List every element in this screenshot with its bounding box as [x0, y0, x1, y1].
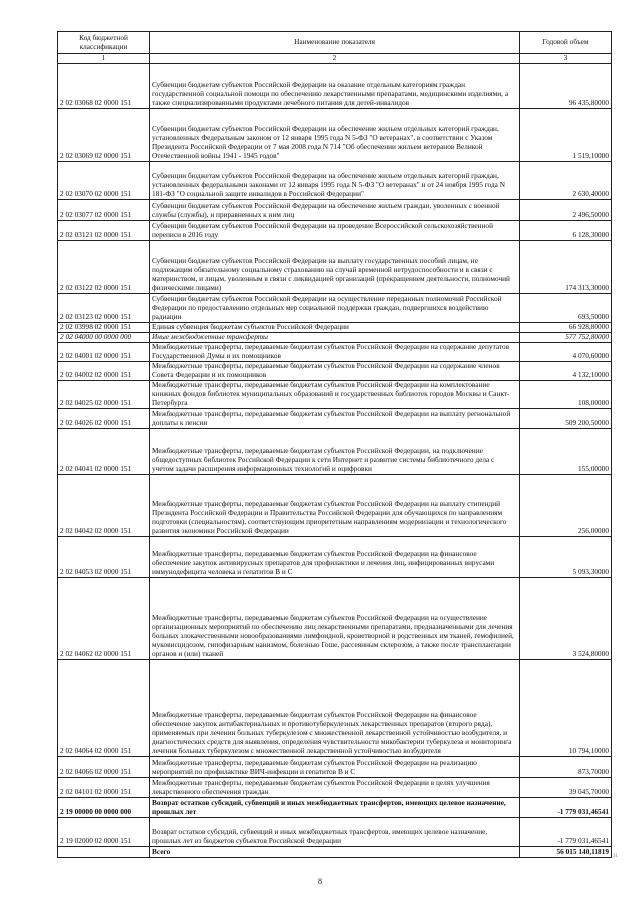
row-name: Межбюджетные трансферты, передаваемые бюджетам субъектов Российской Федерации на реализацию мероприятий по профилактике ВИЧ-инфекции и гепатитов B и C — [150, 756, 520, 777]
table-row — [58, 846, 612, 857]
row-code: 2 02 03069 02 0000 151 — [58, 108, 150, 161]
header-name: Наименование показателя — [150, 32, 520, 54]
row-code: 2 02 04064 02 0000 151 — [58, 659, 150, 756]
row-code: 2 02 03123 02 0000 151 — [58, 293, 150, 322]
column-number-2: 2 — [150, 54, 520, 64]
row-name: Межбюджетные трансферты, передаваемые бюджетам субъектов Российской Федерации на содержание депутатов Государственной Думы и их помощников — [150, 342, 520, 361]
row-value: -1 779 031,46541 — [520, 817, 612, 846]
row-value: 174 313,30000 — [520, 240, 612, 293]
row-name: Межбюджетные трансферты, передаваемые бюджетам субъектов Российской Федерации на комплектование книжных фондов библиотек муниципальных образований и государственных библиотек городов Москвы и Санкт-Петербурга — [150, 380, 520, 408]
table-row — [58, 161, 612, 199]
row-name: Единая субвенция бюджетам субъектов Российской Федерации — [150, 322, 520, 332]
row-code: 2 02 04066 02 0000 151 — [58, 756, 150, 777]
row-value: 96 435,80000 — [520, 63, 612, 108]
row-value: 577 752,80000 — [520, 332, 612, 342]
table-row — [58, 220, 612, 240]
row-name: Субвенции бюджетам субъектов Российской Федерации на оказание отдельным категориям граждан государственной социальной помощи по обеспечению лекарственными препаратами, медицинскими изделиями, а также специализированными продуктами лечебного питания для детей-инвалидов — [150, 63, 520, 108]
row-value: 1 519,10000 — [520, 108, 612, 161]
row-name: Субвенции бюджетам субъектов Российской Федерации на выплату государственных пособий лицам, не подлежащим обязательному социальному страхованию на случай временной нетрудоспособности и в связи с материнством, и лицам, уволенным в связи с ликвидацией организаций (прекращением деятельности, полномочий физическими лицами) — [150, 240, 520, 293]
row-value: 3 524,80000 — [520, 577, 612, 659]
table-row — [58, 322, 612, 332]
table-row — [58, 797, 612, 817]
row-code: 2 02 04002 02 0000 151 — [58, 361, 150, 380]
column-number-row — [58, 54, 612, 64]
row-value: 4 132,10000 — [520, 361, 612, 380]
table-row — [58, 577, 612, 659]
table-row — [58, 536, 612, 577]
page-number: 8 — [318, 877, 322, 886]
row-value: 2 630,40000 — [520, 161, 612, 199]
row-code: 2 02 03077 02 0000 151 — [58, 199, 150, 220]
corner-mark: 31 — [613, 854, 618, 859]
table-row — [58, 659, 612, 756]
row-name: Межбюджетные трансферты, передаваемые бюджетам субъектов Российской Федерации на выплату стипендий Президента Российской Федерации и Правительства Российской Федерации для обучающихся по направлениям подготовки (специальностям), соответствующим приоритетным направлениям модернизации и технологического развития экономики Российской Федерации — [150, 474, 520, 536]
row-code: 2 02 04101 02 0000 151 — [58, 777, 150, 797]
row-value: 39 045,70000 — [520, 777, 612, 797]
row-value: 56 015 140,11819 — [520, 846, 612, 857]
row-name: Возврат остатков субсидий, субвенций и иных межбюджетных трансфертов, имеющих целевое назначение, прошлых лет из бюджетов субъектов Российской Федерации — [150, 817, 520, 846]
row-value: 256,00000 — [520, 474, 612, 536]
row-name: Межбюджетные трансферты, передаваемые бюджетам субъектов Российской Федерации на осуществление организационных мероприятий по обеспечению лиц лекарственными препаратами, предназначенными для лечения больных злокачественными новообразованиями лимфоидной, кроветворной и родственных им тканей, гемофилией, муковисцидозом, гипофизарным нанизмом, болезнью Гоше, рассеянным склерозом, а также после трансплантации органов и (или) тканей — [150, 577, 520, 659]
row-name: Субвенции бюджетам субъектов Российской Федерации на обеспечение жильем отдельных категорий граждан, установленных Федеральным законом от 12 января 1995 года N 5-ФЗ "О ветеранах", в соответствии с Указом Президента Российской Федерации от 7 мая 2008 года N 714 "Об обеспечении жильем ветеранов Великой Отечественной войны 1941 - 1945 годов" — [150, 108, 520, 161]
header-value: Годовой объем — [520, 32, 612, 54]
table-row — [58, 777, 612, 797]
table-row — [58, 817, 612, 846]
row-name: Межбюджетные трансферты, передаваемые бюджетам субъектов Российской Федерации на финансовое обеспечение закупок антивирусных препаратов для профилактики и лечения лиц, инфицированных вирусами иммунодефицита человека и гепатитов B и C — [150, 536, 520, 577]
table-row — [58, 199, 612, 220]
budget-table — [57, 31, 612, 858]
row-value: 873,70000 — [520, 756, 612, 777]
row-name: Субвенции бюджетам субъектов Российской Федерации на обеспечение жильем граждан, уволенных с военной службы (службы), и приравненных к ним лиц — [150, 199, 520, 220]
row-value: 6 128,30000 — [520, 220, 612, 240]
table-header-row — [58, 32, 612, 54]
table-row — [58, 428, 612, 474]
header-code: Код бюджетной классификации — [58, 32, 150, 54]
row-name: Межбюджетные трансферты, передаваемые бюджетам субъектов Российской Федерации на содержание членов Совета Федерации и их помощников — [150, 361, 520, 380]
row-value: 4 070,60000 — [520, 342, 612, 361]
row-value: 108,00000 — [520, 380, 612, 408]
row-value: 155,00000 — [520, 428, 612, 474]
row-value: 10 794,10000 — [520, 659, 612, 756]
row-name: Межбюджетные трансферты, передаваемые бюджетам субъектов Российской Федерации на выплату региональной доплаты к пенсии — [150, 408, 520, 428]
row-name: Межбюджетные трансферты, передаваемые бюджетам субъектов Российской Федерации на финансовое обеспечение закупок антибактериальных и противотуберкулезных лекарственных препаратов (второго ряда), применяемых при лечении больных туберкулезом с множественной лекарственной устойчивостью возбудителя, и диагностических средств для выявления, определения чувствительности микобактерии туберкулеза и мониторинга лечения больных туберкулезом с множественной лекарственной устойчивостью возбудителя — [150, 659, 520, 756]
row-code: 2 02 04062 02 0000 151 — [58, 577, 150, 659]
row-value: 2 496,50000 — [520, 199, 612, 220]
row-code — [58, 846, 150, 857]
row-code: 2 02 04001 02 0000 151 — [58, 342, 150, 361]
row-name: Иные межбюджетные трансферты — [150, 332, 520, 342]
row-code: 2 02 04026 02 0000 151 — [58, 408, 150, 428]
row-value: 693,50000 — [520, 293, 612, 322]
table-row — [58, 474, 612, 536]
row-value: -1 779 031,46541 — [520, 797, 612, 817]
column-number-3: 3 — [520, 54, 612, 64]
table-row — [58, 332, 612, 342]
row-code: 2 02 03070 02 0000 151 — [58, 161, 150, 199]
row-code: 2 02 04053 02 0000 151 — [58, 536, 150, 577]
row-code: 2 02 04041 02 0000 151 — [58, 428, 150, 474]
row-name: Межбюджетные трансферты, передаваемые бюджетам субъектов Российской Федерации, на подключение общедоступных библиотек Российской Федерации к сети Интернет и развитие системы библиотечного дела с учетом задачи расширения информационных технологий и оцифровки — [150, 428, 520, 474]
table-row — [58, 342, 612, 361]
table-row — [58, 240, 612, 293]
row-code: 2 02 03068 02 0000 151 — [58, 63, 150, 108]
row-name: Возврат остатков субсидий, субвенций и иных межбюджетных трансфертов, имеющих целевое назначение, прошлых лет — [150, 797, 520, 817]
row-name: Всего — [150, 846, 520, 857]
row-value: 509 200,50000 — [520, 408, 612, 428]
row-code: 2 02 03121 02 0000 151 — [58, 220, 150, 240]
column-number-1: 1 — [58, 54, 150, 64]
table-body — [58, 63, 612, 857]
table-row — [58, 408, 612, 428]
table-row — [58, 293, 612, 322]
table-row — [58, 361, 612, 380]
table-row — [58, 108, 612, 161]
row-code: 2 02 04042 02 0000 151 — [58, 474, 150, 536]
row-name: Субвенции бюджетам субъектов Российской Федерации на обеспечение жильем отдельных категорий граждан, установленных федеральными законами от 12 января 1995 года N 5-ФЗ "О ветеранах" и от 24 ноября 1995 года N 181-ФЗ "О социальной защите инвалидов в Российской Федерации" — [150, 161, 520, 199]
row-value: 5 093,30000 — [520, 536, 612, 577]
row-name: Межбюджетные трансферты, передаваемые бюджетам субъектов Российской Федерации в целях улучшения лекарственного обеспечения граждан — [150, 777, 520, 797]
row-name: Субвенции бюджетам субъектов Российской Федерации на осуществление переданных полномочий Российской Федерации по предоставлению отдельных мер социальной поддержки граждан, подвергшихся воздействию радиации — [150, 293, 520, 322]
table-row — [58, 63, 612, 108]
row-code: 2 19 02000 02 0000 151 — [58, 817, 150, 846]
row-code: 2 02 03998 02 0000 151 — [58, 322, 150, 332]
table-row — [58, 756, 612, 777]
row-name: Субвенции бюджетам субъектов Российской Федерации на проведение Всероссийской сельскохозяйственной переписи в 2016 году — [150, 220, 520, 240]
table-row — [58, 380, 612, 408]
row-code: 2 02 04025 02 0000 151 — [58, 380, 150, 408]
row-code: 2 02 03122 02 0000 151 — [58, 240, 150, 293]
row-code: 2 02 04000 00 0000 000 — [58, 332, 150, 342]
row-value: 66 928,80000 — [520, 322, 612, 332]
row-code: 2 19 00000 00 0000 000 — [58, 797, 150, 817]
